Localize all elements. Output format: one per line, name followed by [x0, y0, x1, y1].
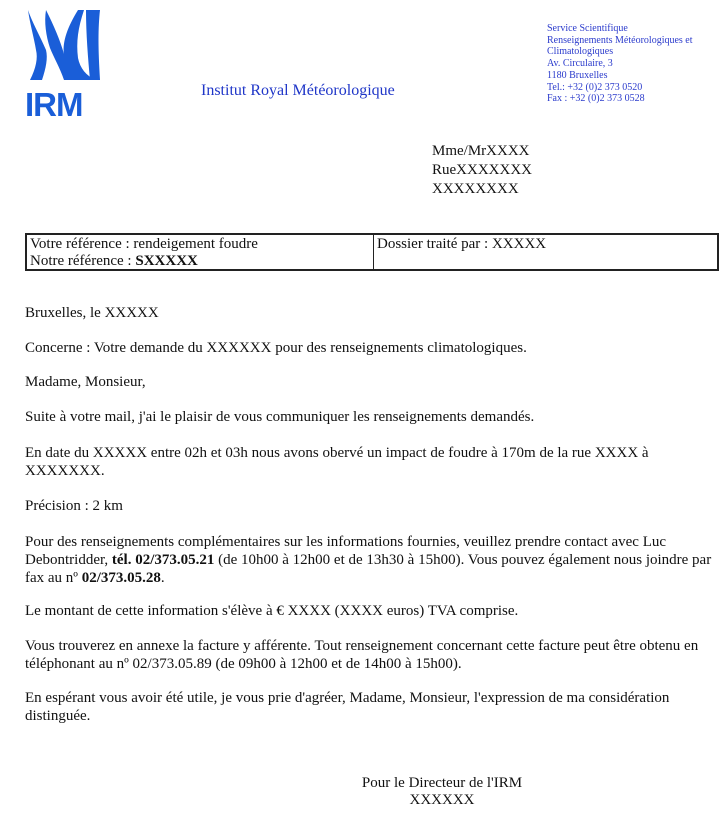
- irm-emblem-icon: [24, 8, 104, 88]
- addressee-street: RueXXXXXXX: [432, 162, 532, 178]
- letter-intro: Suite à votre mail, j'ai le plaisir de vous communiquer les renseignements demandés.: [25, 409, 535, 425]
- letter-closing: En espérant vous avoir été utile, je vous prie d'agréer, Madame, Monsieur, l'expression de ma considération distinguée.: [25, 690, 670, 724]
- letter-salutation: Madame, Monsieur,: [25, 374, 146, 390]
- contact-phone: tél. 02/373.05.21: [111, 552, 215, 568]
- contact-text: .: [160, 570, 165, 586]
- letter-amount: Le montant de cette information s'élève à € XXXX (XXXX euros) TVA comprise.: [25, 603, 519, 619]
- contact-text: Pour des renseignements complémentaires sur les informations fournies, veuillez prendre contact avec Luc Debontridder,: [25, 534, 667, 568]
- service-line: Renseignements Météorologiques et: [547, 34, 693, 46]
- dossier-handler: Dossier traité par : XXXXX: [377, 236, 547, 252]
- contact-fax: 02/373.05.28: [81, 570, 161, 586]
- service-line: Climatologiques: [547, 46, 614, 58]
- signature-name: XXXXXX: [409, 792, 475, 808]
- irm-logo: [24, 8, 104, 123]
- reference-table: [25, 233, 719, 271]
- notre-reference-label: Notre référence :: [30, 253, 136, 269]
- signature: [357, 775, 527, 809]
- letter-precision: Précision : 2 km: [25, 498, 123, 514]
- votre-reference-label: Votre référence :: [30, 236, 134, 252]
- letter-annex: Vous trouverez en annexe la facture y afférente. Tout renseignement concernant cette facture peut être obtenu en téléphonant au nº 02/373.05.89 (de 09h00 à 12h00 et de 14h00 à 15h00).: [25, 638, 699, 672]
- addressee: [432, 142, 532, 199]
- signature-title: Pour le Directeur de l'IRM: [361, 775, 523, 791]
- votre-reference: [30, 236, 370, 253]
- service-line: Av. Circulaire, 3: [547, 58, 613, 70]
- contact-text: (de 10h00 à 12h00 et de 13h30 à 15h00). Vous pouvez également nous joindre par fax au nº: [25, 552, 712, 586]
- dossier-cell: [374, 235, 717, 269]
- logo-text: IRM: [25, 86, 83, 123]
- letter-subject: Concerne : Votre demande du XXXXXX pour des renseignements climatologiques.: [25, 340, 527, 356]
- service-fax: Fax : +32 (0)2 373 0528: [547, 93, 645, 105]
- reference-cell: [27, 235, 374, 269]
- service-address: [547, 23, 722, 105]
- service-phone: Tel.: +32 (0)2 373 0520: [547, 81, 643, 93]
- letter-contact: [25, 533, 719, 587]
- service-line: Service Scientifique: [547, 23, 628, 34]
- addressee-name: Mme/MrXXXX: [432, 143, 530, 159]
- letter-impact: En date du XXXXX entre 02h et 03h nous avons obervé un impact de foudre à 170m de la rue XXXX à XXXXXXX.: [25, 445, 649, 479]
- service-line: 1180 Bruxelles: [547, 69, 608, 81]
- letter-date: Bruxelles, le XXXXX: [25, 305, 159, 321]
- votre-reference-value: rendeigement foudre: [133, 236, 258, 252]
- addressee-city: XXXXXXXX: [432, 181, 519, 197]
- notre-reference: [30, 253, 370, 270]
- notre-reference-value: SXXXXX: [135, 253, 198, 269]
- institute-name: Institut Royal Météorologique: [201, 82, 395, 99]
